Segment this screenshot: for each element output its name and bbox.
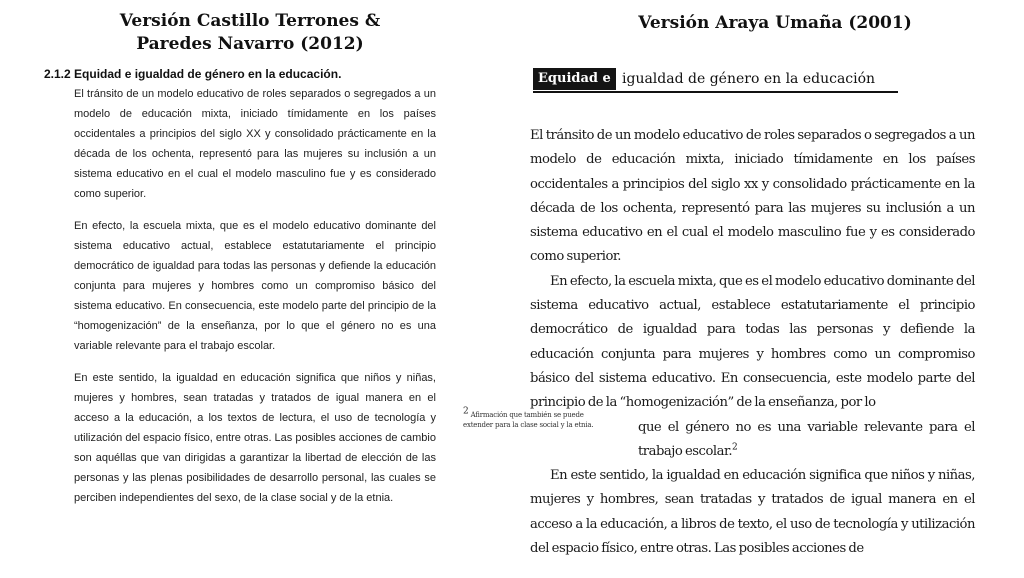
left-heading-line2: Paredes Navarro (2012) (136, 34, 364, 54)
right-version-heading: Versión Araya Umaña (2001) (638, 13, 912, 33)
title-rest: igualdad de género en la educación (622, 71, 876, 87)
left-section-title: 2.1.2 Equidad e igualdad de género en la educación. (44, 67, 342, 81)
right-document (530, 68, 975, 561)
right-section-title (530, 68, 975, 94)
left-version-heading (60, 10, 440, 56)
footnote-text: Afirmación que también se puede extender para la clase social y la etnia. (463, 411, 594, 429)
left-heading-line1: Versión Castillo Terrones & (119, 11, 381, 31)
right-paragraph-3: En este sentido, la igualdad en educación significa que niños y niñas, mujeres y hombres, sean tratadas y tratados de igual manera en el acceso a la educación, a libros de texto, el uso de tecnología y utilización del espacio físico, entre otras. Las posibles acciones de (530, 468, 975, 557)
title-underline (533, 91, 898, 93)
left-paragraph-1: El tránsito de un modelo educativo de roles separados o segregados a un modelo de educación mixta, iniciado tímidamente en los países occidentales a principios del siglo XX y consolidado prácticamente en la década de los ochenta, representó para las mujeres su inclusión a un sistema educativo en el cual el modelo masculino fue y es considerado como superior. (74, 88, 436, 200)
right-paragraph-2: En efecto, la escuela mixta, que es el modelo educativo dominante del sistema educativo actual, establece estatutariamente el principio democrático de igualdad para todas las personas y defiende la educación conjunta para mujeres y hombres como un compromiso básico del sistema educativo. En consecuencia, este modelo parte del principio de la “homogenización” de la enseñanza, por lo (530, 273, 975, 411)
right-paragraph-2-tail (638, 416, 975, 465)
right-paragraph-2-tail-text: que el género no es una variable relevante para el trabajo escolar. (638, 419, 975, 459)
left-document (36, 66, 436, 508)
title-highlight: Equidad e (533, 68, 616, 90)
left-paragraph-3: En este sentido, la igualdad en educación significa que niños y niñas, mujeres y hombres, sean tratadas y tratados de igual manera en el acceso a la educación, a los textos de lectura, el uso de tecnología y utilización del espacio físico, entre otras. Las posibles acciones de cambio son aquéllas que van dirigidas a garantizar la libertad de elección de las personas y las plenas posibilidades de desarrollo personal, las cuales se perciben independientes del sexo, de la clase social y de la etnia. (74, 372, 436, 504)
footnote-number: 2 (463, 406, 469, 417)
left-paragraph-2: En efecto, la escuela mixta, que es el modelo educativo dominante del sistema educativo actual, establece estatutariamente el principio democrático de igualdad para todas las personas y defiende la educación conjunta para mujeres y hombres como un compromiso básico del sistema educativo. En consecuencia, este modelo parte del principio de la “homogenización” de la enseñanza, por lo que el género no es una variable relevante para el trabajo escolar. (74, 220, 436, 352)
right-paragraph-1: El tránsito de un modelo educativo de roles separados o segregados a un modelo de educación mixta, iniciado tímidamente en los países occidentales a principios del siglo xx y consolidado prácticamente en la década de los ochenta, representó para las mujeres su inclusión a un sistema educativo en el cual el modelo masculino fue y es considerado como superior. (530, 128, 975, 265)
footnote (463, 406, 615, 430)
footnote-reference: 2 (732, 442, 738, 453)
